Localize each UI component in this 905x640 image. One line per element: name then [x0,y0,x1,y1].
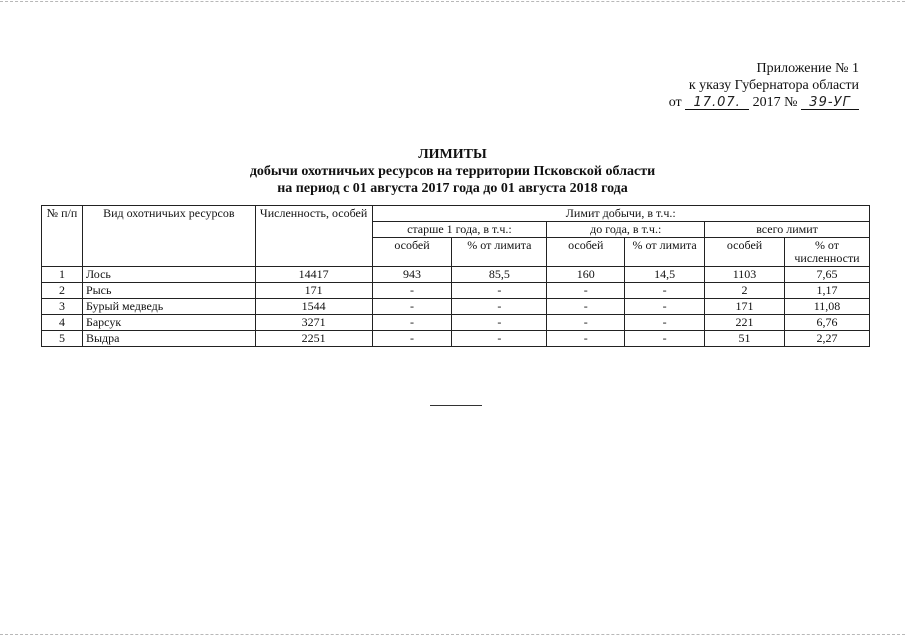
header-total-pct: % от численности [784,238,869,267]
cell-total-pct: 6,76 [784,315,869,331]
cell-total-pct: 7,65 [784,267,869,283]
cell-num: 3 [42,299,83,315]
header-older-individuals: особей [372,238,452,267]
table-row [42,267,870,283]
handwritten-date: 17.07. [685,96,749,110]
cell-older-pct: - [452,299,547,315]
page-edge-top [0,1,905,2]
cell-total-count: 51 [705,331,785,347]
cell-total-pct: 2,27 [784,331,869,347]
table-row [42,331,870,347]
cell-older-count: - [372,299,452,315]
header-population: Численность, особей [255,206,372,267]
cell-total-count: 221 [705,315,785,331]
header-species: Вид охотничьих ресурсов [82,206,255,267]
cell-species: Бурый медведь [82,299,255,315]
appendix-decree: к указу Губернатора области [688,78,859,93]
table-row [42,299,870,315]
cell-young-count: - [547,283,625,299]
title-heading: ЛИМИТЫ [418,147,487,162]
cell-older-pct: - [452,283,547,299]
cell-total-count: 1103 [705,267,785,283]
cell-older-count: - [372,331,452,347]
cell-young-pct: 14,5 [625,267,705,283]
cell-young-count: - [547,299,625,315]
appendix-header [669,60,859,111]
closing-line [430,405,482,406]
cell-population: 171 [255,283,372,299]
page-edge-bottom [0,634,905,635]
limits-table [41,205,870,347]
cell-total-count: 171 [705,299,785,315]
cell-total-pct: 1,17 [784,283,869,299]
year-label: 2017 № [752,95,798,110]
cell-young-count: - [547,315,625,331]
cell-older-pct: 85,5 [452,267,547,283]
cell-population: 3271 [255,315,372,331]
cell-young-count: - [547,331,625,347]
cell-population: 14417 [255,267,372,283]
cell-population: 1544 [255,299,372,315]
cell-population: 2251 [255,331,372,347]
appendix-date-line [669,94,859,111]
cell-older-count: - [372,283,452,299]
cell-older-pct: - [452,331,547,347]
title-subtitle: добычи охотничьих ресурсов на территории Псковской области [249,164,656,179]
appendix-number: Приложение № 1 [756,61,859,76]
cell-species: Лось [82,267,255,283]
header-younger-individuals: особей [547,238,625,267]
cell-species: Рысь [82,283,255,299]
header-older: старше 1 года, в т.ч.: [372,222,547,238]
cell-total-pct: 11,08 [784,299,869,315]
header-num: № п/п [42,206,83,267]
cell-young-count: 160 [547,267,625,283]
header-limit: Лимит добычи, в т.ч.: [372,206,869,222]
table-row [42,283,870,299]
cell-young-pct: - [625,299,705,315]
header-younger-pct: % от лимита [625,238,705,267]
cell-total-count: 2 [705,283,785,299]
cell-num: 2 [42,283,83,299]
cell-older-count: - [372,315,452,331]
handwritten-number: 39-УГ [801,96,859,110]
cell-older-count: 943 [372,267,452,283]
cell-older-pct: - [452,315,547,331]
cell-num: 5 [42,331,83,347]
cell-species: Выдра [82,331,255,347]
table-row [42,315,870,331]
header-total: всего лимит [705,222,870,238]
header-older-pct: % от лимита [452,238,547,267]
header-younger: до года, в т.ч.: [547,222,705,238]
cell-num: 4 [42,315,83,331]
header-total-individuals: особей [705,238,785,267]
cell-young-pct: - [625,315,705,331]
document-title [0,146,905,197]
cell-num: 1 [42,267,83,283]
title-period: на период с 01 августа 2017 года до 01 августа 2018 года [277,181,628,196]
cell-species: Барсук [82,315,255,331]
cell-young-pct: - [625,283,705,299]
from-label: от [668,95,682,110]
cell-young-pct: - [625,331,705,347]
